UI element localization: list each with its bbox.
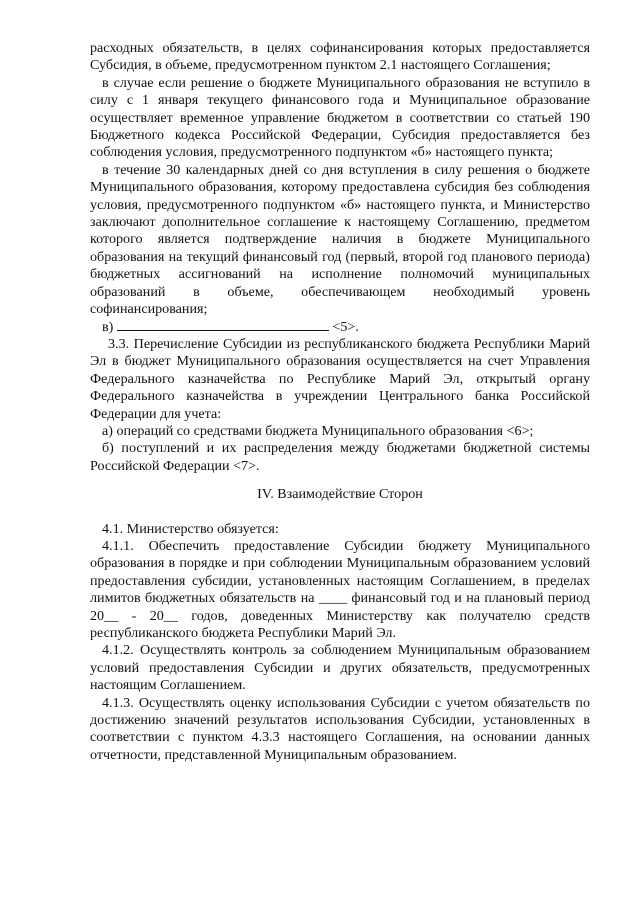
document-page bbox=[90, 40, 590, 764]
section-heading: IV. Взаимодействие Сторон bbox=[257, 486, 423, 503]
item-v-blank-line bbox=[117, 330, 329, 331]
paragraph-3-3: 3.3. Перечисление Субсидии из республиканского бюджета Республики Марий Эл в бюджет Муниципального образования осуществляется на счет Управления Федерального казначейства по Республике Марий Эл, открытый органу Федерального казначейства в учреждении Центрального банка Российской Федерации для учета: bbox=[90, 335, 590, 422]
paragraph-4-1-3: 4.1.3. Осуществлять оценку использования Субсидии с учетом обязательств по достижению значений результатов использования Субсидии, установленных в соответствии с пунктом 4.3.3 настоящего Соглашения, на основании данных отчетности, представленной Муниципальным образованием. bbox=[90, 694, 590, 763]
paragraph-4-1-1 bbox=[90, 538, 590, 642]
item-v-prefix: в) bbox=[102, 318, 117, 335]
paragraph-4-1-1-part1: 4.1.1. Обеспечить предоставление Субсидии бюджету Муниципального образования в порядке и при соблюдении Муниципальным образованием условий предоставления субсидии, установленных настоящим Соглашением, в пределах лимитов бюджетных обязательств на bbox=[90, 537, 590, 607]
paragraph-3-3-a: а) операций со средствами бюджета Муниципального образования <6>; bbox=[102, 422, 534, 439]
item-v-suffix: <5>. bbox=[328, 318, 359, 335]
paragraph-4-1-1-blank: ____ bbox=[318, 590, 348, 607]
paragraph-additional-agreement: в течение 30 календарных дней со дня вступления в силу решения о бюджете Муниципального образования, которому предоставлена субсидия без соблюдения условия, предусмотренного подпунктом «б» настоящего пункта, и Министерство заключают дополнительное соглашение к настоящему Соглашению, предметом которого является подтверждение наличия в бюджете Муниципального образования на текущий финансовый год (первый, второй год планового периода) бюджетных ассигнований на исполнение полномочий муниципальных образований в объеме, обеспечивающем необходимый уровень софинансирования; bbox=[90, 161, 590, 318]
paragraph-expenditure-obligations: расходных обязательств, в целях софинансирования которых предоставляется Субсидия, в объеме, предусмотренном пунктом 2.1 настоящего Соглашения; bbox=[90, 40, 590, 74]
paragraph-3-3-b: б) поступлений и их распределения между бюджетами бюджетной системы Российской Федерации <7>. bbox=[90, 440, 590, 474]
paragraph-budget-not-in-force: в случае если решение о бюджете Муниципального образования не вступило в силу с 1 января текущего финансового года и Муниципальное образование осуществляет временное управление бюджетом в соответствии со статьей 190 Бюджетного кодекса Российской Федерации, Субсидия предоставляется без соблюдения условия, предусмотренного подпунктом «б» настоящего пункта; bbox=[90, 74, 590, 161]
item-v bbox=[90, 319, 590, 336]
paragraph-4-1: 4.1. Министерство обязуется: bbox=[102, 520, 279, 537]
paragraph-4-1-2: 4.1.2. Осуществлять контроль за соблюдением Муниципальным образованием условий предоставления Субсидии и других обязательств, предусмотренных настоящим Соглашением. bbox=[90, 642, 590, 694]
paragraph-4-1-1-part2: финансовый год и на плановый период 20__ - 20__ годов, доведенных Министерству как получателю средств республиканского бюджета Республики Марий Эл. bbox=[90, 590, 590, 641]
